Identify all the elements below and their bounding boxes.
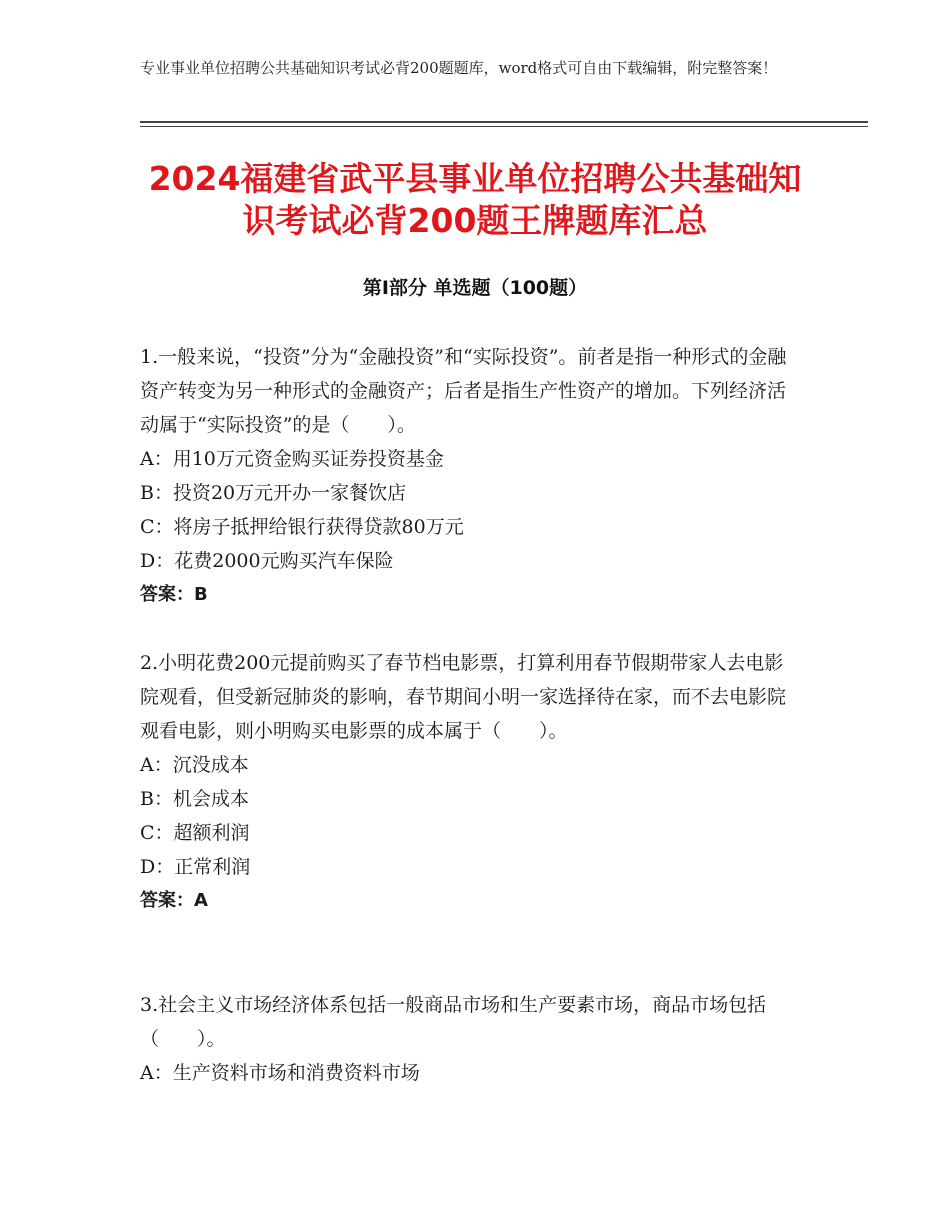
header-divider-thin	[140, 126, 868, 127]
question-text: 3.社会主义市场经济体系包括一般商品市场和生产要素市场，商品市场包括（ ）。	[140, 994, 767, 1050]
option-d: D：花费2000元购买汽车保险	[140, 550, 394, 572]
option-a: A：沉没成本	[140, 754, 249, 776]
answer: 答案：A	[140, 890, 208, 911]
answer: 答案：B	[140, 584, 208, 605]
question-3	[140, 988, 800, 1090]
option-c: C：将房子抵押给银行获得贷款80万元	[140, 516, 464, 538]
question-text: 2.小明花费200元提前购买了春节档电影票，打算利用春节假期带家人去电影院观看，但受新冠肺炎的影响，春节期间小明一家选择待在家，而不去电影院观看电影，则小明购买电影票的成本属于（ ）。	[140, 652, 787, 742]
document-title: 2024福建省武平县事业单位招聘公共基础知识考试必背200题王牌题库汇总	[148, 159, 802, 240]
question-2	[140, 646, 800, 918]
header-divider-thick	[140, 121, 868, 123]
option-a: A：生产资料市场和消费资料市场	[140, 1062, 420, 1084]
option-c: C：超额利润	[140, 822, 250, 844]
option-b: B：机会成本	[140, 788, 249, 810]
option-d: D：正常利润	[140, 856, 251, 878]
option-a: A：用10万元资金购买证券投资基金	[140, 448, 444, 470]
question-1	[140, 340, 800, 612]
question-text: 1.一般来说，“投资”分为“金融投资”和“实际投资”。前者是指一种形式的金融资产转变为另一种形式的金融资产；后者是指生产性资产的增加。下列经济活动属于“实际投资”的是（ ）。	[140, 346, 787, 436]
header-note: 专业事业单位招聘公共基础知识考试必背200题题库，word格式可自由下载编辑，附完整答案！	[140, 59, 778, 77]
section-heading: 第Ⅰ部分 单选题（100题）	[362, 277, 588, 299]
option-b: B：投资20万元开办一家餐饮店	[140, 482, 407, 504]
